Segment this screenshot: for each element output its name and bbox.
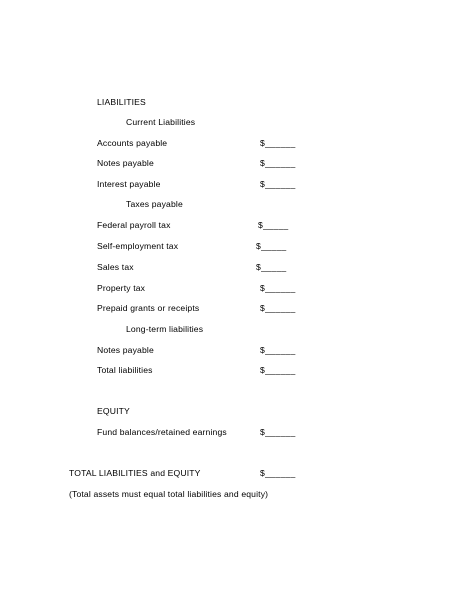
prepaid-grants-amount: $______ [260, 303, 296, 313]
totals-note: (Total assets must equal total liabilities and equity) [69, 489, 269, 499]
sales-tax-label: Sales tax [97, 262, 134, 272]
property-tax-amount: $______ [260, 283, 296, 293]
prepaid-grants-label: Prepaid grants or receipts [97, 303, 200, 313]
interest-payable-label: Interest payable [97, 179, 161, 189]
sales-tax-amount: $_____ [256, 262, 287, 272]
lt-notes-payable-label: Notes payable [97, 345, 154, 355]
fund-balances-label: Fund balances/retained earnings [97, 427, 227, 437]
notes-payable-amount: $______ [260, 158, 296, 168]
total-liabilities-label: Total liabilities [97, 365, 153, 375]
long-term-liabilities-heading: Long-term liabilities [126, 324, 204, 334]
federal-payroll-tax-amount: $_____ [258, 220, 289, 230]
current-liabilities-heading: Current Liabilities [126, 117, 196, 127]
property-tax-label: Property tax [97, 283, 146, 293]
lt-notes-payable-amount: $______ [260, 345, 296, 355]
interest-payable-amount: $______ [260, 179, 296, 189]
self-employment-tax-amount: $_____ [256, 241, 287, 251]
taxes-payable-heading: Taxes payable [126, 199, 183, 209]
total-liabilities-equity-amount: $______ [260, 468, 296, 478]
accounts-payable-amount: $______ [260, 138, 296, 148]
equity-heading: EQUITY [97, 406, 130, 416]
self-employment-tax-label: Self-employment tax [97, 241, 179, 251]
fund-balances-amount: $______ [260, 427, 296, 437]
notes-payable-label: Notes payable [97, 158, 154, 168]
accounts-payable-label: Accounts payable [97, 138, 168, 148]
liabilities-heading: LIABILITIES [97, 97, 146, 107]
total-liabilities-equity-label: TOTAL LIABILITIES and EQUITY [69, 468, 201, 478]
total-liabilities-amount: $______ [260, 365, 296, 375]
federal-payroll-tax-label: Federal payroll tax [97, 220, 171, 230]
